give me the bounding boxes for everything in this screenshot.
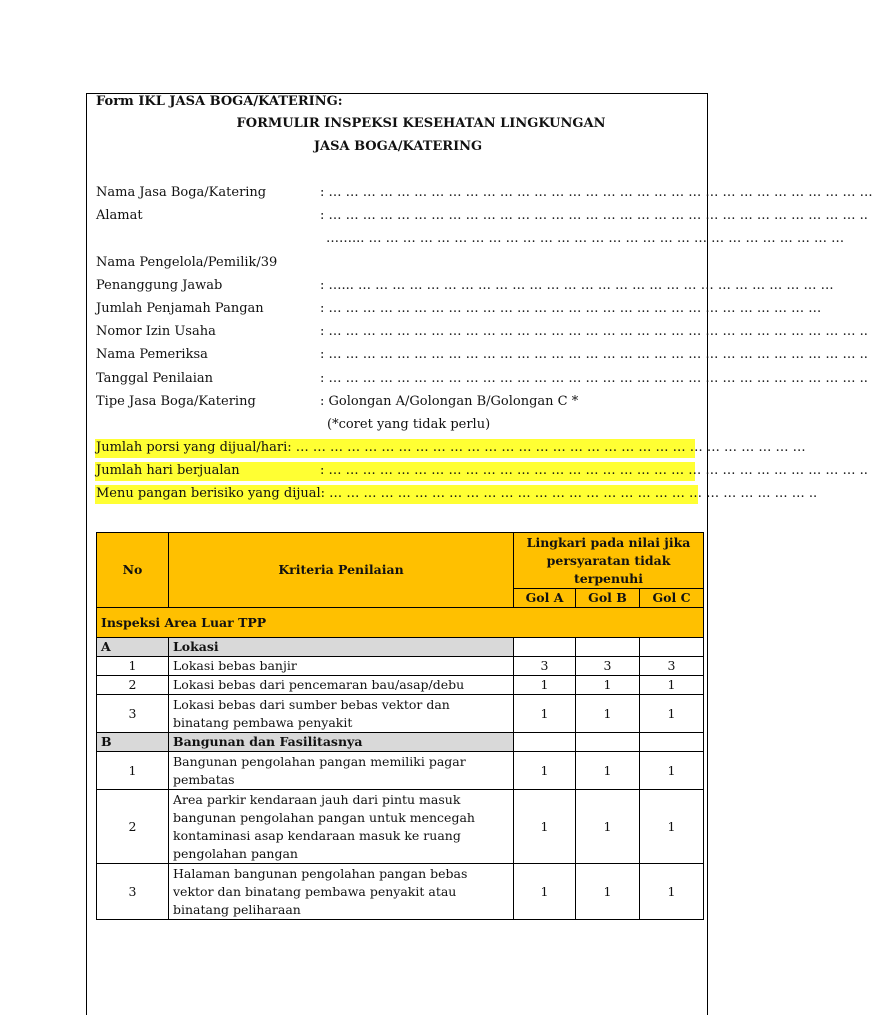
form-title-line2: JASA BOGA/KATERING [313,139,483,154]
row-criteria: Lokasi bebas dari sumber bebas vektor dan binatang pembawa penyakit [169,695,514,733]
criteria-table [96,532,704,920]
row-no: 2 [97,790,169,864]
table-row [97,752,704,790]
field-value-nama-pemeriksa[interactable]: : … … … … … … … … … … … … … … … … … … … … … … … … … … … … … … … .. [320,347,868,362]
field-value-tipe[interactable]: : Golongan A/Golongan B/Golongan C * [320,394,579,409]
score-gol-b[interactable]: 1 [576,752,640,790]
score-gol-c[interactable]: 1 [640,864,704,920]
field-value-alamat[interactable]: : … … … … … … … … … … … … … … … … … … … … … … … … … … … … … … … .. [320,208,868,223]
col-header-gol-c: Gol C [640,589,704,608]
category-code-b: B [97,733,169,752]
score-gol-a[interactable]: 1 [514,790,576,864]
score-gol-b[interactable]: 1 [576,790,640,864]
row-criteria: Lokasi bebas dari pencemaran bau/asap/debu [169,676,514,695]
score-gol-c[interactable]: 1 [640,676,704,695]
score-gol-a[interactable]: 1 [514,864,576,920]
field-label-alamat: Alamat [96,208,143,223]
field-value-nama-jasa-boga[interactable]: : … … … … … … … … … … … … … … … … … … … … … … … … … … … … … … … … [320,185,873,200]
row-criteria: Halaman bangunan pengolahan pangan bebas vektor dan binatang pembawa penyakit atau binatang peliharaan [169,864,514,920]
table-row [97,695,704,733]
field-label-nama-pengelola: Nama Pengelola/Pemilik/39 [96,255,278,270]
row-no: 3 [97,695,169,733]
field-label-nama-jasa-boga: Nama Jasa Boga/Katering [96,185,267,200]
score-gol-b[interactable]: 1 [576,864,640,920]
field-label-tanggal-penilaian: Tanggal Penilaian [96,371,214,386]
score-gol-b[interactable]: 1 [576,695,640,733]
col-header-gol-b: Gol B [576,589,640,608]
field-value-nomor-izin[interactable]: : … … … … … … … … … … … … … … … … … … … … … … … … … … … … … … … .. [320,324,868,339]
score-gol-a[interactable]: 1 [514,695,576,733]
row-no: 2 [97,676,169,695]
score-gol-b[interactable]: 3 [576,657,640,676]
field-label-jumlah-penjamah: Jumlah Penjamah Pangan [96,301,264,316]
col-header-group: Lingkari pada nilai jika persyaratan tidak terpenuhi [514,533,704,589]
score-gol-b[interactable]: 1 [576,676,640,695]
category-name-a: Lokasi [169,638,514,657]
field-label-nomor-izin: Nomor Izin Usaha [96,324,216,339]
score-gol-c[interactable]: 1 [640,790,704,864]
row-no: 1 [97,752,169,790]
score-gol-c[interactable]: 1 [640,695,704,733]
section-header: Inspeksi Area Luar TPP [97,608,704,638]
field-menu[interactable]: Menu pangan berisiko yang dijual: … … … … … … … … … … … … … … … … … … … … … … … … … … … … .. [96,486,818,501]
field-value-jumlah-penjamah[interactable]: : … … … … … … … … … … … … … … … … … … … … … … … … … … … … … [320,301,822,316]
table-row [97,790,704,864]
field-note-tipe: (*coret yang tidak perlu) [327,417,491,432]
field-label-hari: Jumlah hari berjualan [96,463,240,478]
field-label-penanggung-jawab: Penanggung Jawab [96,278,223,293]
table-row [97,657,704,676]
row-criteria: Lokasi bebas banjir [169,657,514,676]
field-label-nama-pemeriksa: Nama Pemeriksa [96,347,208,362]
score-gol-a[interactable]: 1 [514,752,576,790]
field-value-hari[interactable]: : … … … … … … … … … … … … … … … … … … … … … … … … … … … … … … … .. [320,463,868,478]
field-value-penanggung-jawab[interactable]: : …... … … … … … … … … … … … … … … … … … … … … … … … … … … … … [320,278,834,293]
score-gol-a[interactable]: 3 [514,657,576,676]
form-code: Form IKL JASA BOGA/KATERING: [96,94,343,109]
table-row [97,676,704,695]
row-no: 1 [97,657,169,676]
row-criteria: Bangunan pengolahan pangan memiliki pagar pembatas [169,752,514,790]
col-header-gol-a: Gol A [514,589,576,608]
field-label-tipe: Tipe Jasa Boga/Katering [96,394,256,409]
field-value-alamat-line2[interactable]: ……... … … … … … … … … … … … … … … … … … … … … … … … … … … … … [326,231,845,246]
score-gol-c[interactable]: 1 [640,752,704,790]
score-gol-a[interactable]: 1 [514,676,576,695]
col-header-kriteria: Kriteria Penilaian [169,533,514,608]
row-no: 3 [97,864,169,920]
row-criteria: Area parkir kendaraan jauh dari pintu masuk bangunan pengolahan pangan untuk mencegah kontaminasi asap kendaraan masuk ke ruang pengolahan pangan [169,790,514,864]
field-porsi[interactable]: Jumlah porsi yang dijual/hari: … … … … … … … … … … … … … … … … … … … … … … … … … … … … … … [96,440,806,455]
category-name-b: Bangunan dan Fasilitasnya [169,733,514,752]
category-code-a: A [97,638,169,657]
form-title-line1: FORMULIR INSPEKSI KESEHATAN LINGKUNGAN [236,116,606,131]
field-value-tanggal-penilaian[interactable]: : … … … … … … … … … … … … … … … … … … … … … … … … … … … … … … … .. [320,371,868,386]
score-gol-c[interactable]: 3 [640,657,704,676]
table-row [97,864,704,920]
col-header-no: No [97,533,169,608]
